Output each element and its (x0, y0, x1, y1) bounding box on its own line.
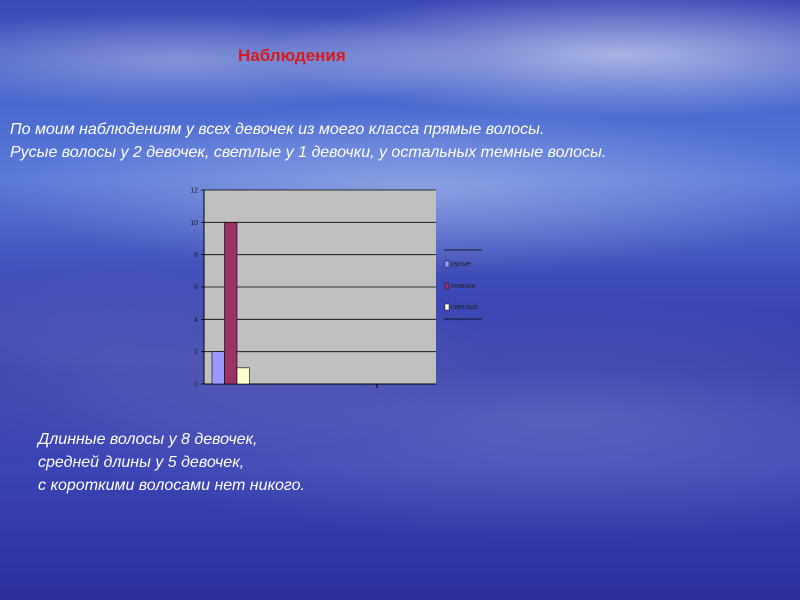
chart-legend (444, 250, 482, 319)
legend-swatch (445, 304, 449, 310)
bar-2 (225, 222, 238, 384)
slide-title: Наблюдения (238, 46, 346, 65)
legend-swatch (445, 283, 449, 289)
hair-color-bar-chart (180, 182, 500, 397)
y-tick-label: 0 (194, 381, 198, 389)
intro-line-2: Русые волосы у 2 девочек, светлые у 1 девочки, у остальных темные волосы. (10, 144, 607, 161)
legend-label: светлые (451, 304, 478, 311)
bar-1 (212, 352, 225, 384)
intro-text (10, 118, 606, 164)
y-tick-label: 8 (194, 252, 198, 260)
y-tick-label: 6 (194, 284, 198, 292)
y-tick-label: 10 (190, 219, 198, 227)
x-tick-label: 1 (375, 390, 379, 397)
y-axis-ticks (190, 188, 204, 389)
legend-swatch (445, 261, 449, 267)
y-tick-label: 12 (190, 187, 198, 195)
y-tick-label: 2 (194, 349, 198, 357)
legend-label: темные (451, 283, 476, 290)
bar-3 (237, 368, 250, 384)
outro-text (38, 428, 305, 497)
outro-line-1: Длинные волосы у 8 девочек, (38, 431, 258, 448)
intro-line-1: По моим наблюдениям у всех девочек из моего класса прямые волосы. (10, 121, 545, 138)
outro-line-2: средней длины у 5 девочек, (38, 454, 245, 471)
y-tick-label: 4 (194, 316, 198, 324)
legend-label: русые (451, 261, 471, 268)
outro-line-3: с короткими волосами нет никого. (38, 477, 305, 494)
